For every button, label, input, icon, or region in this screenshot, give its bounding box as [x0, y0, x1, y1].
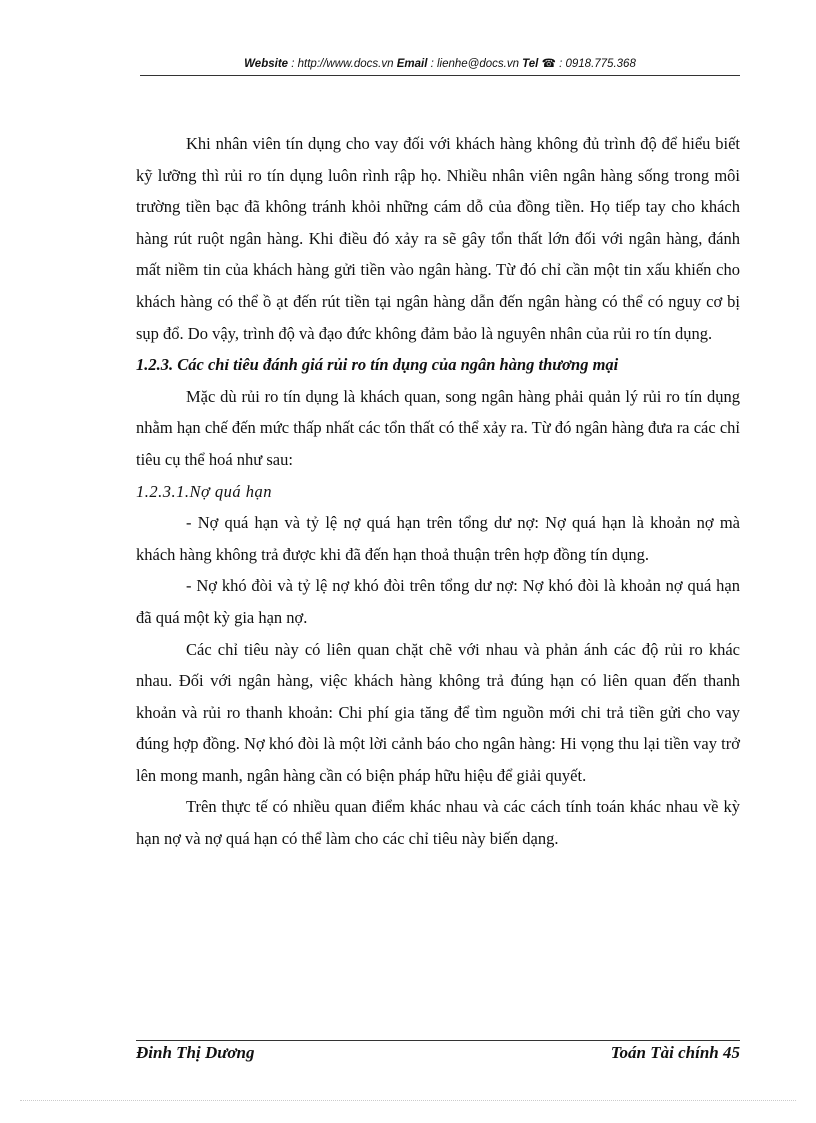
- paragraph-4: Trên thực tế có nhiều quan điểm khác nhau và các cách tính toán khác nhau về kỳ hạn nợ và nợ quá hạn có thể làm cho các chỉ tiêu này biến dạng.: [136, 797, 740, 849]
- website-label: Website: [244, 58, 289, 70]
- bullet-item-2: - Nợ khó đòi và tỷ lệ nợ khó đòi trên tổng dư nợ: Nợ khó đòi là khoản nợ quá hạn đã quá một kỳ gia hạn nợ.: [136, 576, 740, 627]
- section-heading: 1.2.3. Các chỉ tiêu đánh giá rủi ro tín dụng của ngân hàng thương mại: [136, 355, 619, 375]
- subsection-heading: 1.2.3.1.Nợ quá hạn: [136, 481, 273, 501]
- page-footer: [136, 1043, 740, 1063]
- paragraph-2: Mặc dù rủi ro tín dụng là khách quan, song ngân hàng phải quản lý rủi ro tín dụng nhằm hạn chế đến mức thấp nhất các tổn thất có thể xảy ra. Từ đó ngân hàng đưa ra các chỉ tiêu cụ thể hoá như sau:: [136, 386, 740, 469]
- email-value: : lienhe@docs.vn: [427, 58, 523, 70]
- page-header: [140, 56, 740, 70]
- paragraph-1: Khi nhân viên tín dụng cho vay đối với khách hàng không đủ trình độ để hiểu biết kỹ lưỡng thì rủi ro tín dụng luôn rình rập họ. Nhiều nhân viên ngân hàng sống trong môi trường tiền bạc đã không tránh khỏi những cám dỗ của đồng tiền. Họ tiếp tay cho khách hàng rút ruột ngân hàng. Khi điều đó xảy ra sẽ gây tổn thất lớn đối với ngân hàng, đánh mất niềm tin của khách hàng gửi tiền vào ngân hàng. Từ đó chỉ cần một tin xấu khiến cho khách hàng có thể ồ ạt đến rút tiền tại ngân hàng dẫn đến ngân hàng có thể có nguy cơ bị sụp đổ. Do vậy, trình độ và đạo đức không đảm bảo là nguyên nhân của rủi ro tín dụng.: [136, 134, 740, 343]
- document-body: [136, 128, 740, 855]
- footer-class: Toán Tài chính 45: [610, 1043, 740, 1062]
- footer-author: Đinh Thị Dương: [136, 1043, 255, 1062]
- bullet-item-1: - Nợ quá hạn và tỷ lệ nợ quá hạn trên tổng dư nợ: Nợ quá hạn là khoản nợ mà khách hàng không trả được khi đã đến hạn thoả thuận trên hợp đồng tín dụng.: [136, 513, 740, 564]
- tel-label: Tel: [522, 58, 539, 70]
- header-rule: [140, 75, 740, 76]
- website-value: : http://www.docs.vn: [288, 58, 397, 70]
- page-bottom-divider: [20, 1100, 796, 1101]
- footer-rule: [136, 1040, 740, 1041]
- phone-icon: ☎: [541, 58, 556, 70]
- email-label: Email: [396, 58, 428, 70]
- tel-value: : 0918.775.368: [555, 58, 636, 70]
- paragraph-3: Các chỉ tiêu này có liên quan chặt chẽ với nhau và phản ánh các độ rủi ro khác nhau. Đối với ngân hàng, việc khách hàng không trả đúng hạn có liên quan đến thanh khoản và rủi ro thanh khoản: Chi phí gia tăng để tìm nguồn mới chi trả tiền gửi cho vay đúng hợp đồng. Nợ khó đòi là một lời cảnh báo cho ngân hàng: Hi vọng thu lại tiền vay trở lên mong manh, ngân hàng cần có biện pháp hữu hiệu để giải quyết.: [136, 639, 740, 785]
